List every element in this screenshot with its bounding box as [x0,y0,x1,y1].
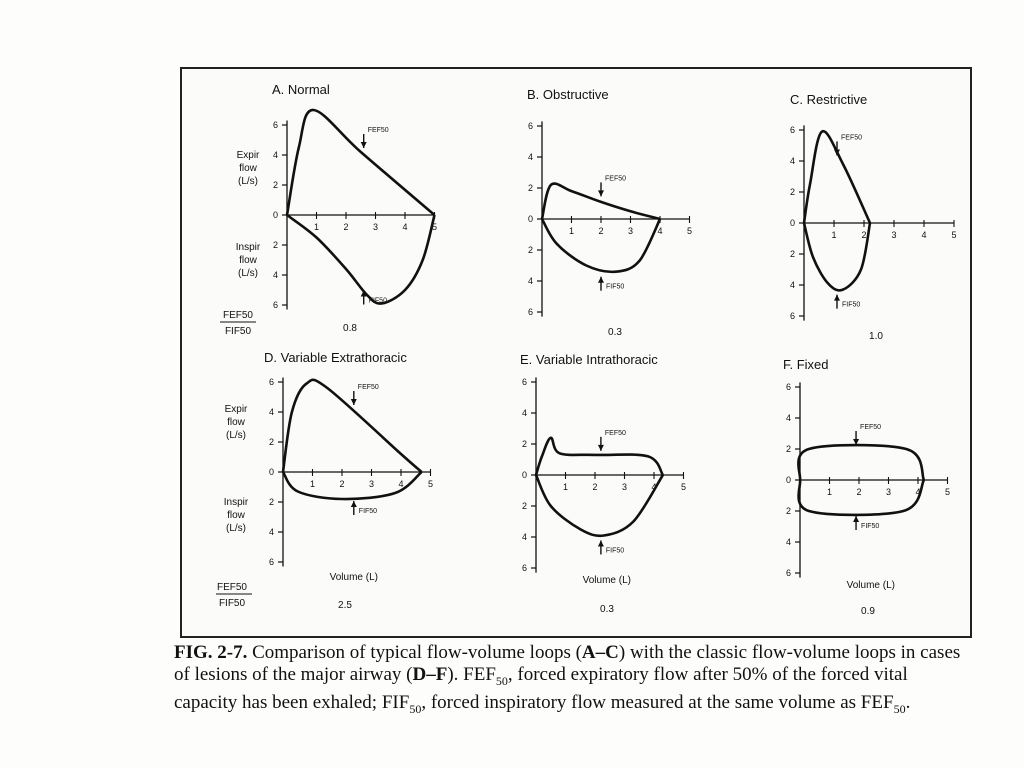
panel-4-volume-label: Volume (L) [329,572,378,583]
panel-5-ytick-label-expir-0: 0 [521,470,527,480]
panel-1-ytick-label-expir-6: 6 [272,120,278,130]
panel-2-fif50-arrow-head [598,277,604,283]
panel-5-fif50-arrow-head [598,540,604,546]
panel-6-xtick-label-4: 4 [915,487,921,497]
panel-1-fif50-label: FIF50 [368,297,387,305]
panel-2-xtick-label-3: 3 [627,226,634,236]
panel-4-ratio-value: 2.5 [338,600,352,611]
panel-2-xtick-label-5: 5 [686,226,693,236]
row1-expir-label-1: flow [239,163,257,174]
row2-expir-label-0: Expir [224,404,248,415]
panel-2-fef50-arrow-head [598,190,604,196]
row1-inspir-label-0: Inspir [235,242,261,253]
panel-5-ytick-label-expir-6: 6 [521,377,527,387]
row2-inspir-label-0: Inspir [223,497,249,508]
row1-inspir-label-1: flow [239,255,257,266]
panel-3-ytick-label-expir-2: 2 [789,187,795,197]
panel-2-ytick-label-expir-4: 4 [527,152,533,162]
row2-inspir-label-1: flow [227,510,245,521]
panel-1-ytick-label-expir-0: 0 [272,210,278,220]
panel-2-xtick-label-2: 2 [598,226,604,236]
panel-4-ytick-label-inspir-4: 4 [268,527,274,537]
panel-3-ytick-label-expir-0: 0 [789,218,795,228]
panel-2-ratio-value: 0.3 [608,327,622,338]
row1-inspir-label-2: (L/s) [238,268,258,279]
panel-3-fif50-arrow-head [834,295,840,301]
panel-3-ytick-label-expir-4: 4 [789,156,795,166]
panel-5-ytick-label-expir-2: 2 [521,439,527,449]
panel-1-inspiratory-curve [287,215,438,304]
panel-6-fif50-arrow-head [853,516,859,522]
panel-4-xtick-label-1: 1 [309,479,316,489]
panel-5-volume-label: Volume (L) [582,575,631,586]
panel-6-fef50-label: FEF50 [860,424,882,431]
row2-expir-label-2: (L/s) [226,430,246,441]
caption-text: Comparison of typical flow-volume loops (A–C) with the classic flow-volume loops in cases of lesions of the major airway (D–F). $FEF_{50}$, forced expiratory flow after 50% of the forced vital capacity has been exhaled; $FIF_{50}$, forced inspiratory flow measured at the same volume as $FEF_{50}$. [174,642,961,716]
panel-5-ytick-label-inspir-6: 6 [521,563,527,573]
panel-6-xtick-label-3: 3 [885,487,892,497]
panel-4-xtick-label-2: 2 [339,479,345,489]
panel-3-xtick-label-2: 2 [861,230,867,240]
row1-ratio-numerator: FEF50 [222,310,254,321]
panel-3-xtick-label-3: 3 [891,230,897,240]
panel-4-title: D. Variable Extrathoracic [264,350,407,365]
panel-3-inspiratory-curve [804,223,870,290]
panel-4-ytick-label-inspir-6: 6 [268,557,274,567]
panel-4-ytick-label-expir-0: 0 [268,467,274,477]
panel-3-ytick-label-inspir-2: 2 [789,249,795,259]
panel-6-ytick-label-inspir-6: 6 [785,568,791,578]
panel-5-xtick-label-3: 3 [621,482,628,492]
row2-expir-label-1: flow [227,417,245,428]
panel-4-xtick-label-5: 5 [427,479,434,489]
panel-5-xtick-label-5: 5 [680,482,687,492]
panel-2-fef50-label: FEF50 [605,175,627,183]
panel-5-fef50-label: FEF50 [604,429,626,437]
panel-1-ytick-label-inspir-2: 2 [272,240,278,250]
panel-1-xtick-label-4: 4 [402,222,408,232]
panel-4-ytick-label-expir-2: 2 [268,437,274,447]
panel-6-expiratory-curve [798,445,924,480]
panel-6-fif50-label: FIF50 [861,523,880,530]
panel-3-ytick-label-inspir-4: 4 [789,280,795,290]
panel-1-fef50-arrow-head [361,142,367,148]
panel-3-ytick-label-inspir-6: 6 [789,311,795,321]
panel-1-xtick-label-1: 1 [313,222,320,232]
panel-6-volume-label: Volume (L) [846,580,895,591]
panel-4-fef50-arrow-head [351,399,357,405]
panel-1-ratio-value: 0.8 [343,323,357,334]
panel-6-ytick-label-expir-0: 0 [785,475,791,485]
panel-2-ytick-label-inspir-4: 4 [527,276,533,286]
panel-5-fef50-arrow-head [598,445,604,451]
panel-6-ratio-value: 0.9 [861,606,875,617]
panel-5-ytick-label-inspir-4: 4 [521,532,527,542]
row1-expir-label-0: Expir [236,150,260,161]
panel-2-ytick-label-inspir-2: 2 [527,245,533,255]
panel-2-ytick-label-expir-0: 0 [527,214,533,224]
panel-5-ytick-label-inspir-2: 2 [521,501,527,511]
panel-5-fif50-label: FIF50 [605,547,625,555]
panel-5-xtick-label-1: 1 [562,482,569,492]
panel-2-xtick-label-1: 1 [568,226,575,236]
panel-6-xtick-label-1: 1 [826,487,833,497]
panel-6-xtick-label-2: 2 [856,487,862,497]
panel-2-ytick-label-inspir-6: 6 [527,307,533,317]
panel-6-inspiratory-curve [799,480,924,515]
panel-1-ytick-label-expir-4: 4 [272,150,278,160]
panel-3-xtick-label-1: 1 [831,230,837,240]
panel-6-ytick-label-expir-4: 4 [785,413,791,423]
panel-4-ytick-label-expir-6: 6 [268,377,274,387]
panel-2-ytick-label-expir-6: 6 [527,121,533,131]
row2-ratio-numerator: FEF50 [216,582,248,593]
panel-3-ratio-value: 1.0 [869,331,883,342]
panel-3-ytick-label-expir-6: 6 [789,125,795,135]
panel-1-expiratory-curve [287,110,435,215]
panel-2-xtick-label-4: 4 [657,226,663,236]
panel-1-xtick-label-3: 3 [372,222,379,232]
panel-4-xtick-label-3: 3 [368,479,375,489]
panel-6-xtick-label-5: 5 [944,487,951,497]
panel-4-expiratory-curve [283,380,422,472]
panel-1-xtick-label-5: 5 [431,222,438,232]
panel-3-fef50-label: FEF50 [841,134,863,142]
panel-4-ytick-label-expir-4: 4 [268,407,274,417]
panel-1-fef50-label: FEF50 [367,127,389,134]
panel-1-ytick-label-expir-2: 2 [272,180,278,190]
panel-5-ytick-label-expir-4: 4 [521,408,527,418]
panel-5-xtick-label-2: 2 [592,482,598,492]
row1-expir-label-2: (L/s) [238,176,258,187]
panel-1-ytick-label-inspir-6: 6 [272,300,278,310]
panel-3-title: C. Restrictive [790,92,868,107]
panel-1-xtick-label-2: 2 [343,222,349,232]
row1-ratio-denominator: FIF50 [224,326,252,337]
panel-6-title: F. Fixed [783,357,829,372]
panel-6-ytick-label-inspir-4: 4 [785,537,791,547]
panel-5-expiratory-curve [536,438,663,475]
panel-5-inspiratory-curve [536,475,663,536]
panel-1-title: A. Normal [272,82,330,97]
panel-2-fif50-label: FIF50 [606,283,625,291]
panel-1-ytick-label-inspir-4: 4 [272,270,278,280]
panel-4-fif50-label: FIF50 [358,508,378,515]
panel-2-ytick-label-expir-2: 2 [527,183,533,193]
figure-caption [174,642,974,720]
panel-3-xtick-label-5: 5 [951,230,957,240]
panel-5-ratio-value: 0.3 [600,604,614,615]
panel-3-xtick-label-4: 4 [921,230,927,240]
panel-4-fif50-arrow-head [351,501,357,507]
panel-5-title: E. Variable Intrathoracic [520,352,658,367]
panel-5-xtick-label-4: 4 [651,482,657,492]
panel-3-fif50-label: FIF50 [842,301,861,309]
panel-2-title: B. Obstructive [527,87,609,102]
panel-4-fef50-label: FEF50 [357,384,379,391]
panel-6-ytick-label-expir-2: 2 [785,444,791,454]
panel-4-ytick-label-inspir-2: 2 [268,497,274,507]
row2-ratio-denominator: FIF50 [218,598,246,609]
panel-4-xtick-label-4: 4 [398,479,404,489]
caption-label: FIG. 2-7. [174,642,248,663]
row2-inspir-label-2: (L/s) [226,523,246,534]
panel-6-ytick-label-inspir-2: 2 [785,506,791,516]
panel-6-ytick-label-expir-6: 6 [785,382,791,392]
